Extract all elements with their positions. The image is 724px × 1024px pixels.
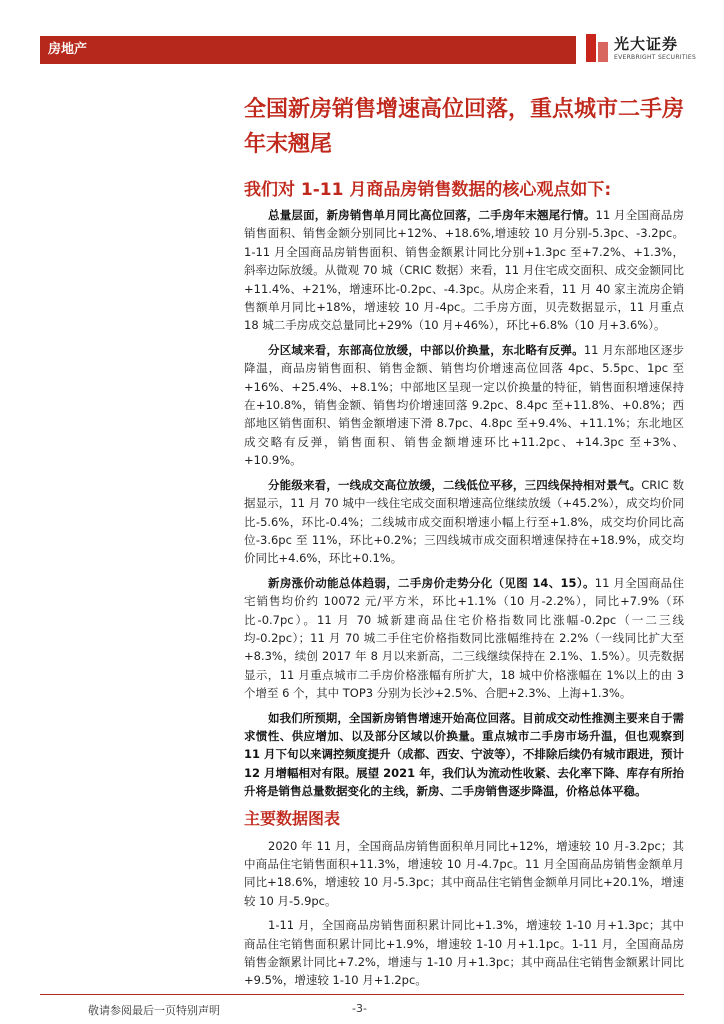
paragraph-tier xyxy=(244,476,684,568)
footer-divider xyxy=(40,994,684,995)
page-title: 全国新房销售增速高位回落，重点城市二手房年末翘尾 xyxy=(244,97,685,157)
report-body xyxy=(244,206,684,996)
paragraph-total xyxy=(244,206,684,335)
logo-en: EVERBRIGHT SECURITIES xyxy=(614,54,697,61)
paragraph-text: 11 月全国商品住宅销售均价约 10072 元/平方米，环比+1.1%（10 月-2.2%），同比+7.9%（环比-0.7pc）。11 月 70 城新建商品住宅价格指数同比涨幅-0.2pc（一二三线均-0.2pc）；11 月 70 城二手住宅价格指数同比涨幅维持在 2.2%（一线同比扩大至+8.3%，续创 2017 年 8 月以来新高，二三线继续保持在 2.1%、1.5%）。贝壳数据显示，11 月重点城市二手房价格涨幅有所扩大，18 城中价格涨幅在 1%以上的由 3 个增至 6 个，其中 TOP3 分别为长沙+2.5%、合肥+2.3%、上海+1.3%。 xyxy=(244,575,684,701)
paragraph-text: 11 月东部地区逐步降温，商品房销售面积、销售金额、销售均价增速高位回落 4pc、5.5pc、1pc 至+16%、+25.4%、+8.1%；中部地区呈现一定以价换量的特征，销售面积增速保持在+10.8%，销售金额、销售均价增速回落 9.2pc、8.4pc 至+11.8%、+0.8%；西部地区销售面积、销售金额增速下滑 8.7pc、4.8pc 至+9.4%、+11.1%；东北地区成交略有反弹，销售面积、销售金额增速环比+11.2pc、+14.3pc 至+3%、+10.9%。 xyxy=(244,342,684,468)
page-number: -3- xyxy=(352,1002,367,1015)
footer-disclaimer: 敬请参阅最后一页特别声明 xyxy=(88,1004,220,1017)
left-column-blank xyxy=(40,90,238,980)
data-paragraph: 1-11 月，全国商品房销售面积累计同比+1.3%，增速较 1-10 月+1.3pc；其中商品住宅销售面积累计同比+1.9%，增速较 1-10 月+1.1pc。1-11 月，全国商品房销售金额累计同比+7.2%，增速与 1-10 月+1.3pc；其中商品住宅销售金额累计同比+9.5%，增速较 1-10 月+1.2pc。 xyxy=(244,918,684,988)
section-title: 主要数据图表 xyxy=(244,808,341,828)
paragraph-price xyxy=(244,574,684,703)
paragraph-lead: 总量层面，新房销售单月同比高位回落，二手房年末翘尾行情。 xyxy=(268,208,596,222)
paragraph-text: 11 月全国商品房销售面积、销售金额分别同比+12%、+18.6%,增速较 10 月分别-5.3pc、-3.2pc。1-11 月全国商品房销售面积、销售金额累计同比分别+1.3pc 至+7.2%、+1.3%，斜率边际放缓。从微观 70 城（CRIC 数据）来看，11 月住宅成交面积、成交金额同比+11.4%、+21%，增速环比-0.2pc、-4.3pc。从房企来看，11 月 40 家主流房企销售额单月同比+18%，增速较 10 月-4pc。二手房方面，贝壳数据显示，11 月重点 18 城二手房成交总量同比+29%（10 月+46%），环比+6.8%（10 月+3.6%）。 xyxy=(244,208,685,333)
paragraph-lead: 分区域来看，东部高位放缓，中部以价换量，东北略有反弹。 xyxy=(268,342,584,357)
paragraph-outlook xyxy=(244,709,684,801)
brand-logo xyxy=(586,30,696,70)
paragraph-text: CRIC 数据显示，11 月 70 城中一线住宅成交面积增速高位继续放缓（+45.2%），成交均价同比-5.6%，环比-0.4%；二线城市成交面积增速小幅上行至+1.8%，成交均价同比高位-3.6pc 至 11%，环比+0.2%；三四线城市成交面积增速保持在+18.9%，成交均价同比+4.6%，环比+0.1%。 xyxy=(244,477,684,566)
paragraph-text: 如我们所预期，全国新房销售增速开始高位回落。目前成交动性推测主要来自于需求惯性、供应增加、以及部分区域以价换量。重点城市二手房市场升温，但也观察到 11 月下旬以来调控频度提升（成都、西安、宁波等），不排除后续仍有城市跟进，预计 12 月增幅相对有限。展望 2021 年，我们认为流动性收紧、去化率下降、库存有所抬升将是销售总量数据变化的主线，新房、二手房销售逐步降温，价格总体平稳。 xyxy=(244,710,684,799)
paragraph-lead: 分能级来看，一线成交高位放缓，二线低位平移，三四线保持相对景气。 xyxy=(268,477,642,492)
section-tag: 房地产 xyxy=(48,42,88,57)
logo-mark-icon xyxy=(586,34,608,62)
data-paragraph: 2020 年 11 月，全国商品房销售面积单月同比+12%，增速较 10 月-3.2pc；其中商品住宅销售面积+11.3%，增速较 10 月-4.7pc。11 月全国商品房销售金额单月同比+18.6%，增速较 10 月-5.3pc；其中商品住宅销售金额单月同比+20.1%，增速较 10 月-5.9pc。 xyxy=(244,838,684,908)
paragraph-lead: 新房涨价动能总体趋弱，二手房价走势分化（见图 14、15）。 xyxy=(268,575,595,590)
header-bar xyxy=(40,36,576,64)
logo-name: 光大证券 xyxy=(614,35,679,53)
paragraph-region xyxy=(244,341,684,470)
page-subtitle: 我们对 1-11 月商品房销售数据的核心观点如下: xyxy=(244,180,612,200)
